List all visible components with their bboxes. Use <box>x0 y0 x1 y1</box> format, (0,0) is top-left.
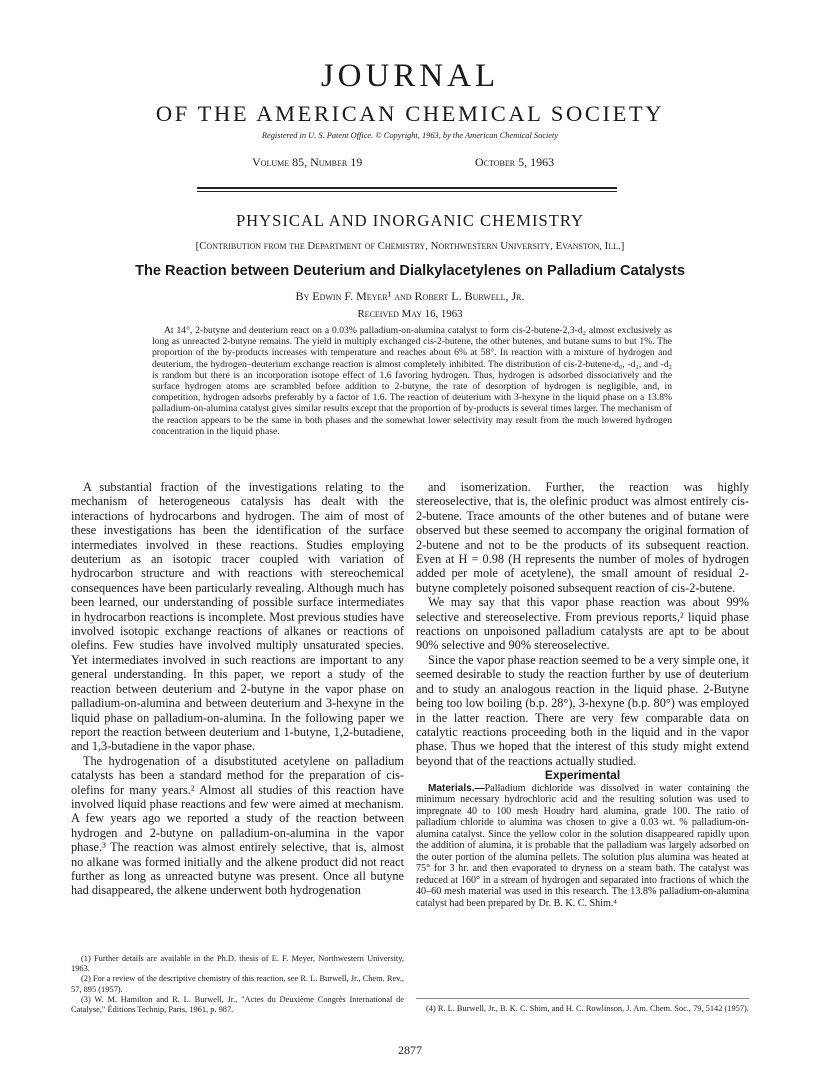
society-name: OF THE AMERICAN CHEMICAL SOCIETY <box>155 101 665 126</box>
contribution-line: [Contribution from the Department of Chemistry, Northwestern University, Evanston, Ill.] <box>195 240 625 252</box>
article-authors: By Edwin F. Meyer¹ and Robert L. Burwell, Jr. <box>295 289 525 303</box>
footnote: (4) R. L. Burwell, Jr., B. K. C. Shim, and H. C. Rowlinson, J. Am. Chem. Soc., 79, 5142 (1957). <box>426 1004 749 1013</box>
article-title: The Reaction between Deuterium and Dialkylacetylenes on Palladium Catalysts <box>135 263 685 279</box>
body-paragraph: and isomerization. Further, the reaction was highly stereoselective, that is, the olefinic product was almost entirely cis-2-butene. Trace amounts of the other butenes and of butane were observed but these seemed to accompany the original formation of 2-butene and not to be the products of its subsequent reaction. Even at H = 0.98 (H represents the number of moles of hydrogen added per mole of acetylene), the small amount of residual 2-butyne completely poisoned subsequent reaction of cis-2-butene. <box>416 480 749 595</box>
footnote: (2) For a review of the descriptive chemistry of this reaction, see R. L. Burwell, Jr., Chem. Rev., 57, 895 (1957). <box>71 974 404 994</box>
body-paragraph: We may say that this vapor phase reaction was about 99% selective and stereoselective. From previous reports,² liquid phase reactions on unpoisoned palladium catalysts are apt to be about 90% selective and 90% stereoselective. <box>416 595 749 653</box>
header-rule <box>197 187 617 189</box>
body-paragraph: The hydrogenation of a disubstituted acetylene on palladium catalysts has been a standard method for the preparation of cis-olefins for many years.² Almost all studies of this reaction have involved liquid phase reactions and few were aimed at mechanism. A few years ago we reported a study of the reaction between hydrogen and 2-butyne on palladium-on-alumina in the vapor phase.³ The reaction was almost entirely selective, that is, almost no alkane was formed initially and the alkene product did not react further as long as unreacted butyne was present. Once all butyne had disappeared, the alkene underwent both hydrogenation <box>71 753 404 898</box>
footnotes-right <box>416 1004 749 1014</box>
body-paragraph: Since the vapor phase reaction seemed to be a very simple one, it seemed desirable to study the reaction further by use of deuterium and to study an analogous reaction in the liquid phase. 2-Butyne being too low boiling (b.p. 28°), 3-hexyne (b.p. 80°) was employed in the latter reaction. There are very few comparable data on catalytic reactions proceeding both in the liquid and in the vapor phase. Thus we hoped that the interest of this study might extend beyond that of the reactions actually studied. <box>416 652 749 768</box>
materials-text: Palladium dichloride was dissolved in water containing the minimum necessary hydrochloric acid and the resulting solution was used to impregnate 40 to 100 mesh Houdry hard alumina, grade 100. The ratio of palladium chloride to alumina was chosen to give a 0.03 wt. % palladium-on-alumina catalyst. Since the yellow color in the solution disappeared rapidly upon the addition of alumina, it is probable that the palladium was largely adsorbed on the outer portion of the alumina pellets. The solution plus alumina was heated at 75° for 3 hr. and then evaporated to dryness on a steam bath. The catalyst was reduced at 160° in a stream of hydrogen and separated into fractions of which the 40–60 mesh material was used in this research. The 13.8% palladium-on-alumina catalyst had been prepared by Dr. B. K. C. Shim.⁴ <box>416 782 749 909</box>
footnotes-left <box>71 954 404 1015</box>
volume-number: Volume 85, Number 19 <box>252 155 363 169</box>
body-paragraph: A substantial fraction of the investigations relating to the mechanism of heterogeneous catalysis has dealt with the interactions of hydrocarbons and hydrogen. The aim of most of these investigations has been the identification of the surface intermediates involved in these reactions. Studies employing deuterium as an isotopic tracer coupled with variation of hydrocarbon structure and with reactions with stereochemical consequences have been particularly revealing. Although much has been learned, our understanding of possible surface intermediates in hydrocarbon reactions is incomplete. Most previous studies have involved isotopic exchange reactions of alkanes or reactions of olefins. Few studies have involved multiply unsaturated species. Yet intermediates involved in such reactions are important to any general understanding. In this paper, we report a study of the reaction between deuterium and 2-butyne in the vapor phase on palladium-on-alumina and between deuterium and 3-hexyne in the liquid phase on palladium-on-alumina. In the following paper we report the reaction between deuterium and 1-butyne, 1,2-butadiene, and 1,3-butadiene in the vapor phase. <box>71 480 404 754</box>
right-column <box>416 480 749 909</box>
experimental-heading: Experimental <box>544 768 621 783</box>
received-date: Received May 16, 1963 <box>357 308 463 320</box>
copyright-line: Registered in U. S. Patent Office. © Copyright, 1963, by the American Chemical Society <box>261 131 559 140</box>
footnote-separator <box>416 998 749 999</box>
materials-paragraph <box>416 783 749 910</box>
issue-date: October 5, 1963 <box>475 155 555 169</box>
header-rule-thin <box>197 191 617 192</box>
footnote: (3) W. M. Hamilton and R. L. Burwell, Jr., "Actes du Deuxième Congrès International de Catalyse," Éditions Technip, Paris, 1961, p. 987. <box>71 994 404 1015</box>
left-column <box>71 480 404 898</box>
materials-label: Materials.— <box>428 782 485 794</box>
abstract: At 14°, 2-butyne and deuterium react on a 0.03% palladium-on-alumina catalyst to form cis-2-butene-2,3-d₂ almost exclusively as long as unreacted 2-butyne remains. The yield in multiply exchanged cis-2-butene, the other butenes, and butane sums to but 1%. The proportion of the by-products increases with temperature and reaches about 6% at 58°. In reaction with a mixture of hydrogen and deuterium, the hydrogen–deuterium exchange reaction is almost completely inhibited. The distribution of cis-2-butene-d₀, -d₁, and -d₂ is random but there is an incorporation isotope effect of 1.6 favoring hydrogen. Thus, hydrogen is adsorbed dissociatively and the surface hydrogen atoms are scrambled before addition to 2-butyne, the rate of desorption of hydrogen is negligible, and, in competition, hydrogen adsorbs preferably by a factor of 1.6. The reaction of deuterium with 3-hexyne in the liquid phase on a 13.8% palladium-on-alumina catalyst gives similar results except that the proportion of by-products is several times larger. The mechanism of the reaction appears to be the same in both phases and the somewhat lower selectivity may result from the much lowered hydrogen concentration in the liquid phase. <box>152 325 672 437</box>
journal-masthead: JOURNAL <box>320 58 500 94</box>
footnote: (1) Further details are available in the Ph.D. thesis of E. F. Meyer, Northwestern University, 1963. <box>71 954 404 974</box>
section-title: PHYSICAL AND INORGANIC CHEMISTRY <box>235 211 585 230</box>
page-number: 2877 <box>398 1043 422 1057</box>
